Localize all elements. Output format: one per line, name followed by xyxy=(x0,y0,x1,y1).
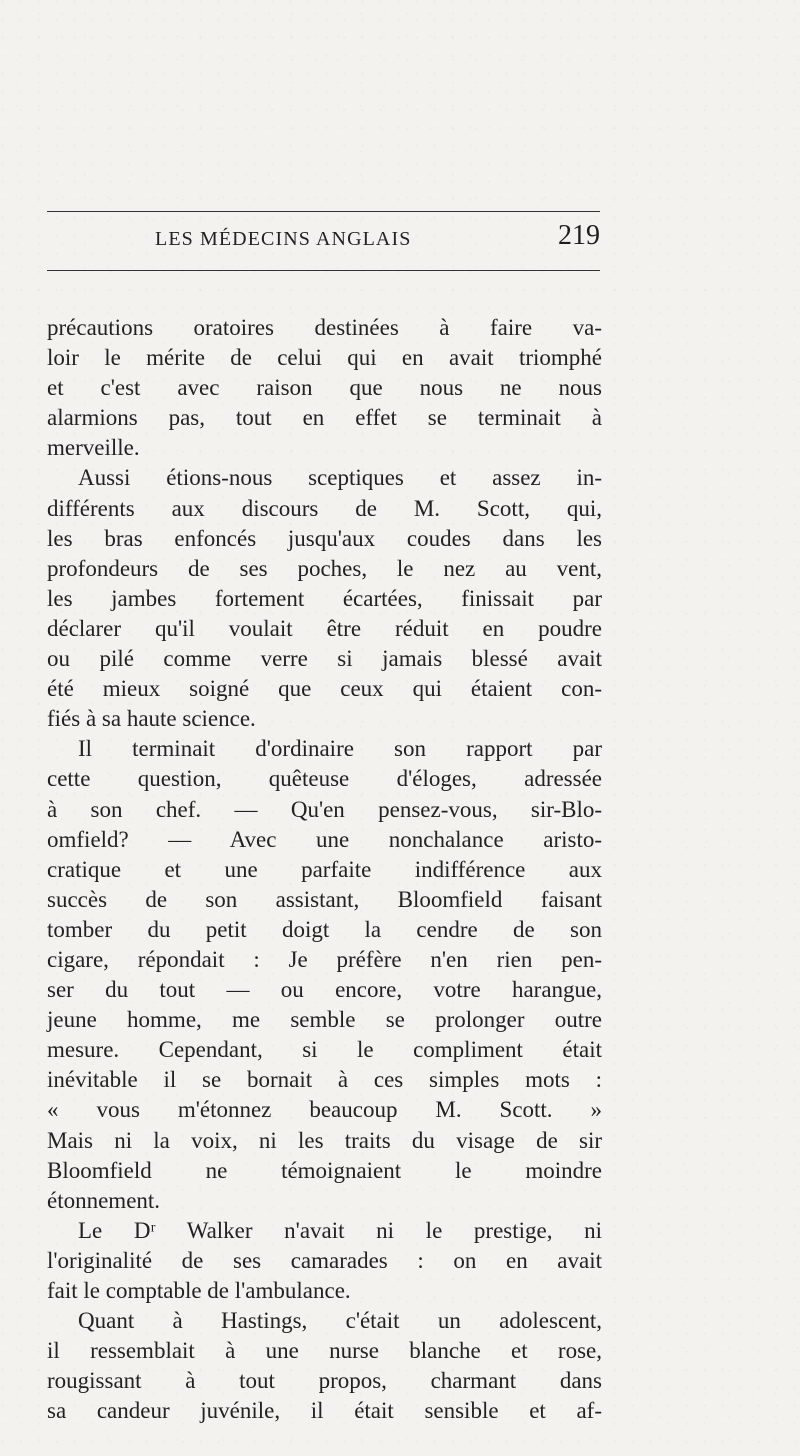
text-line: fiés à sa haute science. xyxy=(47,706,256,732)
body-text xyxy=(47,313,602,1426)
text-line: l'originalité de ses camarades : on en avait xyxy=(47,1247,602,1273)
text-line: merveille. xyxy=(47,435,140,461)
text-line: inévitable il se bornait à ces simples mots : xyxy=(47,1067,602,1093)
text-line: sa candeur juvénile, il était sensible et af- xyxy=(47,1398,602,1424)
text-line: fait le comptable de l'ambulance. xyxy=(47,1278,351,1303)
header-top-rule xyxy=(47,211,600,212)
text-line: il ressemblait à une nurse blanche et rose, xyxy=(47,1338,602,1364)
text-line: loir le mérite de celui qui en avait triomphé xyxy=(47,345,602,371)
text-line: succès de son assistant, Bloomfield faisant xyxy=(47,886,602,912)
text-line: Bloomfield ne témoignaient le moindre xyxy=(47,1157,602,1183)
text-line: cette question, quêteuse d'éloges, adressée xyxy=(47,766,602,792)
header-bottom-rule xyxy=(47,270,600,271)
running-head xyxy=(47,222,600,262)
text-line: ou pilé comme verre si jamais blessé avait xyxy=(47,646,602,672)
text-line: « vous m'étonnez beaucoup M. Scott. » xyxy=(47,1097,602,1123)
text-line: précautions oratoires destinées à faire va- xyxy=(47,315,602,340)
text-line: Mais ni la voix, ni les traits du visage de sir xyxy=(47,1127,602,1153)
text-line: les bras enfoncés jusqu'aux coudes dans les xyxy=(47,525,602,551)
running-title: LES MÉDECINS ANGLAIS xyxy=(155,228,412,250)
text-line: cigare, répondait : Je préfère n'en rien pen- xyxy=(47,946,602,972)
text-line: étonnement. xyxy=(47,1187,161,1213)
text-line: alarmions pas, tout en effet se terminait à xyxy=(47,405,602,431)
text-line: profondeurs de ses poches, le nez au vent, xyxy=(47,555,602,581)
text-line: cratique et une parfaite indifférence aux xyxy=(47,856,602,882)
text-line: déclarer qu'il voulait être réduit en poudre xyxy=(47,615,602,641)
text-line: et c'est avec raison que nous ne nous xyxy=(47,375,602,401)
text-line: Le Dʳ Walker n'avait ni le prestige, ni xyxy=(78,1217,602,1243)
text-line: tomber du petit doigt la cendre de son xyxy=(47,916,602,942)
page-number: 219 xyxy=(558,220,600,251)
text-line: mesure. Cependant, si le compliment était xyxy=(47,1037,602,1063)
text-line: Aussi étions-nous sceptiques et assez in- xyxy=(78,465,602,491)
text-line: à son chef. — Qu'en pensez-vous, sir-Blo- xyxy=(47,796,602,822)
text-line: omfield? — Avec une nonchalance aristo- xyxy=(47,826,602,852)
text-line: Quant à Hastings, c'était un adolescent, xyxy=(78,1308,602,1334)
text-line: différents aux discours de M. Scott, qui, xyxy=(47,495,602,521)
text-line: ser du tout — ou encore, votre harangue, xyxy=(47,977,602,1003)
text-line: Il terminait d'ordinaire son rapport par xyxy=(78,736,602,762)
text-line: rougissant à tout propos, charmant dans xyxy=(47,1368,602,1394)
text-line: les jambes fortement écartées, finissait par xyxy=(47,585,602,611)
text-line: été mieux soigné que ceux qui étaient con- xyxy=(47,676,602,702)
text-line: jeune homme, me semble se prolonger outre xyxy=(47,1007,602,1033)
